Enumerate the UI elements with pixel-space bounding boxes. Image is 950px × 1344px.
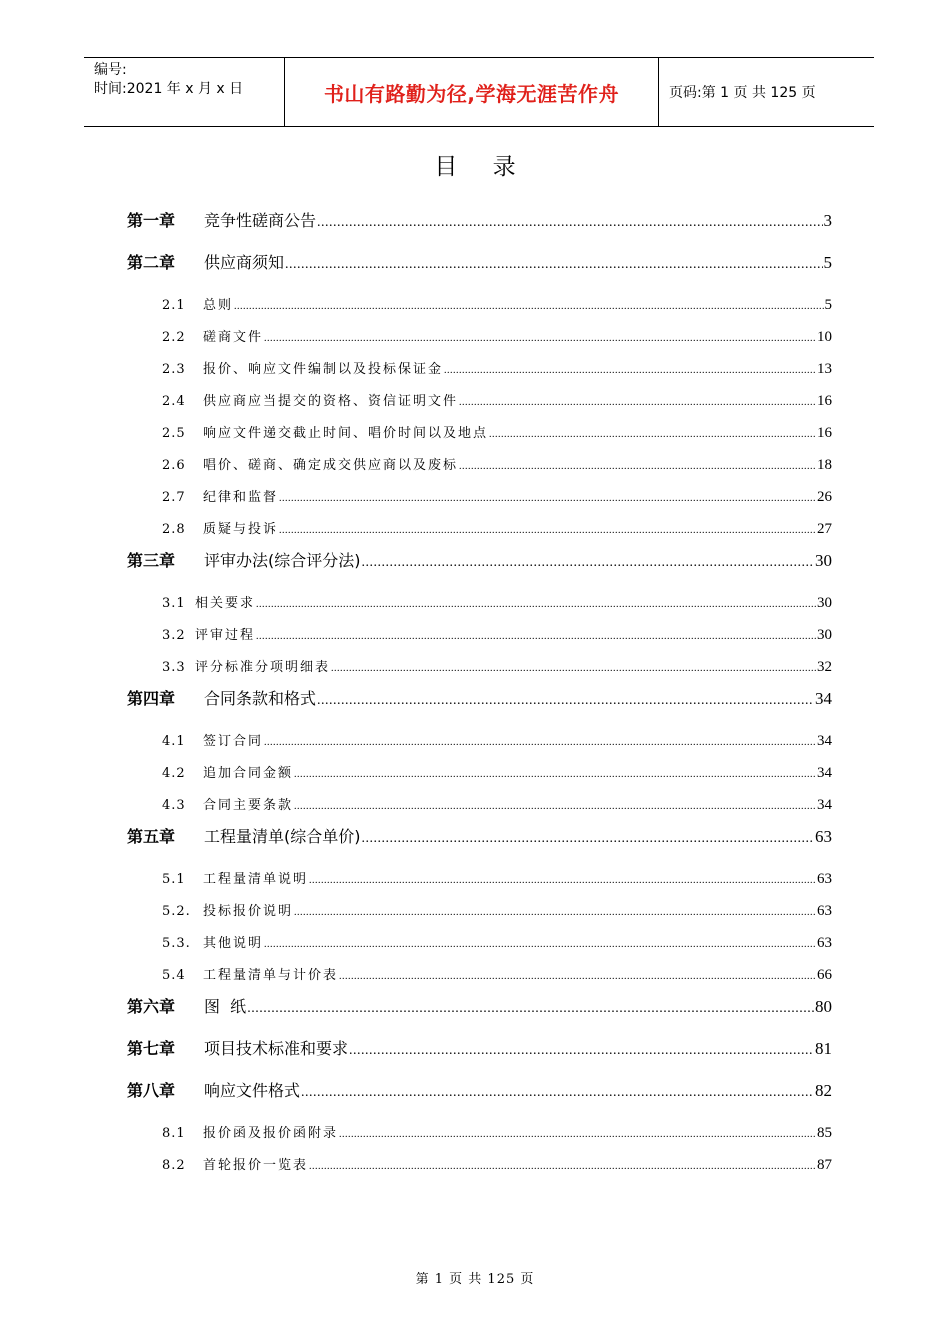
toc-section-number: 3.1 <box>162 596 186 611</box>
toc-chapter-number: 第八章 <box>127 1081 176 1100</box>
toc-section[interactable] <box>127 284 832 316</box>
toc-section[interactable] <box>127 614 832 646</box>
dot-leader <box>264 939 816 950</box>
toc-chapter-title: 项目技术标准和要求 <box>204 1039 349 1058</box>
toc-page-number: 13 <box>817 361 832 377</box>
dot-leader <box>264 737 816 748</box>
toc-chapter[interactable] <box>127 540 832 582</box>
toc-section[interactable] <box>127 508 832 540</box>
toc-section-number: 3.3 <box>162 660 186 675</box>
dot-leader <box>317 215 822 231</box>
toc-page-number: 30 <box>817 627 832 643</box>
toc-page-number: 34 <box>817 733 832 749</box>
toc-page-number: 34 <box>815 689 832 708</box>
toc-section[interactable] <box>127 720 832 752</box>
toc-section[interactable] <box>127 582 832 614</box>
toc-page-number: 27 <box>817 521 832 537</box>
toc-section[interactable] <box>127 412 832 444</box>
toc-section-number: 5.2. <box>162 904 191 919</box>
dot-leader <box>331 663 816 674</box>
toc-page-number: 85 <box>817 1125 832 1141</box>
toc-page-number: 34 <box>817 765 832 781</box>
toc-section[interactable] <box>127 858 832 890</box>
toc-section[interactable] <box>127 348 832 380</box>
toc-page-number: 63 <box>817 935 832 951</box>
toc-section-title: 首轮报价一览表 <box>203 1158 309 1173</box>
toc-section[interactable] <box>127 954 832 986</box>
toc-section-number: 5.1 <box>162 872 186 887</box>
toc-section[interactable] <box>127 646 832 678</box>
dot-leader <box>234 301 823 312</box>
toc-section[interactable] <box>127 380 832 412</box>
dot-leader <box>264 333 816 344</box>
number-label: 编号: <box>94 62 127 78</box>
dot-leader <box>256 631 816 642</box>
toc-section-title: 唱价、磋商、确定成交供应商以及废标 <box>203 458 459 473</box>
toc-section-number: 2.7 <box>162 490 186 505</box>
dot-leader <box>247 1001 814 1017</box>
toc-section-title: 总则 <box>203 298 234 313</box>
toc-section[interactable] <box>127 1144 832 1176</box>
toc-page-number: 30 <box>815 551 832 570</box>
toc-page-number: 5 <box>823 253 832 272</box>
toc-page-number: 26 <box>817 489 832 505</box>
toc-section-number: 4.3 <box>162 798 186 813</box>
toc-page-number: 34 <box>817 797 832 813</box>
toc-section-number: 5.3. <box>162 936 191 951</box>
toc-section-number: 2.4 <box>162 394 186 409</box>
toc-section-number: 2.6 <box>162 458 186 473</box>
toc-page-number: 63 <box>817 871 832 887</box>
toc-page-number: 63 <box>815 827 832 846</box>
toc-page-number: 16 <box>817 425 832 441</box>
toc-page-number: 3 <box>823 211 832 230</box>
toc-page-number: 66 <box>817 967 832 983</box>
toc-section-title: 投标报价说明 <box>203 904 294 919</box>
toc-chapter[interactable] <box>127 1028 832 1070</box>
dot-leader <box>294 907 816 918</box>
toc-section-title: 报价函及报价函附录 <box>203 1126 339 1141</box>
toc-section-title: 评审过程 <box>195 628 256 643</box>
toc-section-title: 纪律和监督 <box>203 490 279 505</box>
dot-leader <box>279 525 816 536</box>
toc-section-title: 供应商应当提交的资格、资信证明文件 <box>203 394 459 409</box>
toc-chapter[interactable] <box>127 816 832 858</box>
dot-leader <box>339 1129 816 1140</box>
dot-leader <box>301 1085 814 1101</box>
toc-chapter-number: 第七章 <box>127 1039 176 1058</box>
toc-chapter[interactable] <box>127 986 832 1028</box>
toc-page-number: 87 <box>817 1157 832 1173</box>
toc-section-number: 8.2 <box>162 1158 186 1173</box>
toc-chapter-title: 响应文件格式 <box>204 1081 301 1100</box>
toc-chapter-number: 第六章 <box>127 997 176 1016</box>
toc-section-title: 其他说明 <box>203 936 264 951</box>
toc-section-number: 2.8 <box>162 522 186 537</box>
dot-leader <box>294 769 816 780</box>
header-page-info: 页码:第 1 页 共 125 页 <box>669 85 816 101</box>
dot-leader <box>459 397 816 408</box>
dot-leader <box>362 555 815 571</box>
toc-page-number: 80 <box>815 997 832 1016</box>
dot-leader <box>309 1161 816 1172</box>
toc-section-number: 4.2 <box>162 766 186 781</box>
dot-leader <box>362 831 815 847</box>
toc-chapter-title: 合同条款和格式 <box>204 689 317 708</box>
toc-section-title: 追加合同金额 <box>203 766 294 781</box>
toc-chapter-number: 第四章 <box>127 689 176 708</box>
toc-page-number: 63 <box>817 903 832 919</box>
toc-chapter-title: 供应商须知 <box>204 253 285 272</box>
time-label: 时间:2021 年 x 月 x 日 <box>94 81 244 97</box>
toc-section-title: 质疑与投诉 <box>203 522 279 537</box>
toc-chapter-number: 第三章 <box>127 551 176 570</box>
dot-leader <box>309 875 816 886</box>
toc-chapter[interactable] <box>127 1070 832 1112</box>
toc-section-title: 工程量清单与计价表 <box>203 968 339 983</box>
dot-leader <box>256 599 816 610</box>
toc-chapter[interactable] <box>127 242 832 284</box>
toc-section[interactable] <box>127 316 832 348</box>
toc-section-number: 4.1 <box>162 734 186 749</box>
toc-chapter-number: 第一章 <box>127 211 176 230</box>
toc-section[interactable] <box>127 444 832 476</box>
toc-section-title: 响应文件递交截止时间、唱价时间以及地点 <box>203 426 489 441</box>
toc-section-title: 评分标准分项明细表 <box>195 660 331 675</box>
toc-page-number: 81 <box>815 1039 832 1058</box>
toc-chapter-number: 第五章 <box>127 827 176 846</box>
toc-section-number: 5.4 <box>162 968 186 983</box>
dot-leader <box>489 429 816 440</box>
toc-section[interactable] <box>127 784 832 816</box>
dot-leader <box>317 693 814 709</box>
toc-section-title: 工程量清单说明 <box>203 872 309 887</box>
toc-chapter-title: 竞争性磋商公告 <box>204 211 317 230</box>
toc-section-title: 合同主要条款 <box>203 798 294 813</box>
toc-section-title: 相关要求 <box>195 596 256 611</box>
toc-section[interactable] <box>127 922 832 954</box>
dot-leader <box>444 365 816 376</box>
dot-leader <box>294 801 816 812</box>
toc-page-number: 16 <box>817 393 832 409</box>
dot-leader <box>279 493 816 504</box>
toc-page-number: 32 <box>817 659 832 675</box>
toc-page-number: 5 <box>824 297 832 313</box>
page-footer: 第 1 页 共 125 页 <box>415 1272 535 1287</box>
toc-section-number: 3.2 <box>162 628 186 643</box>
toc-page-number: 82 <box>815 1081 832 1100</box>
toc-section[interactable] <box>127 476 832 508</box>
toc-section[interactable] <box>127 890 832 922</box>
toc-section[interactable] <box>127 752 832 784</box>
toc-page-number: 18 <box>817 457 832 473</box>
toc-section-number: 2.5 <box>162 426 186 441</box>
toc-section-title: 签订合同 <box>203 734 264 749</box>
header-motto: 书山有路勤为径,学海无涯苦作舟 <box>285 58 659 126</box>
toc-section-number: 8.1 <box>162 1126 186 1141</box>
toc-page-number: 10 <box>817 329 832 345</box>
page-header <box>84 57 874 127</box>
toc-chapter-title: 图 纸 <box>204 997 247 1016</box>
dot-leader <box>339 971 816 982</box>
toc-chapter[interactable] <box>127 200 832 242</box>
header-meta <box>84 58 285 126</box>
toc-chapter[interactable] <box>127 678 832 720</box>
toc-chapter-title: 工程量清单(综合单价) <box>204 827 361 846</box>
toc-section-title: 磋商文件 <box>203 330 264 345</box>
toc-section[interactable] <box>127 1112 832 1144</box>
toc-chapter-number: 第二章 <box>127 253 176 272</box>
toc-section-title: 报价、响应文件编制以及投标保证金 <box>203 362 444 377</box>
toc-chapter-title: 评审办法(综合评分法) <box>204 551 361 570</box>
table-of-contents <box>127 200 832 1176</box>
dot-leader <box>459 461 816 472</box>
dot-leader <box>349 1043 814 1059</box>
toc-page-number: 30 <box>817 595 832 611</box>
dot-leader <box>285 257 822 273</box>
toc-section-number: 2.2 <box>162 330 186 345</box>
toc-section-number: 2.3 <box>162 362 186 377</box>
toc-title: 目 录 <box>434 154 530 180</box>
toc-section-number: 2.1 <box>162 298 186 313</box>
